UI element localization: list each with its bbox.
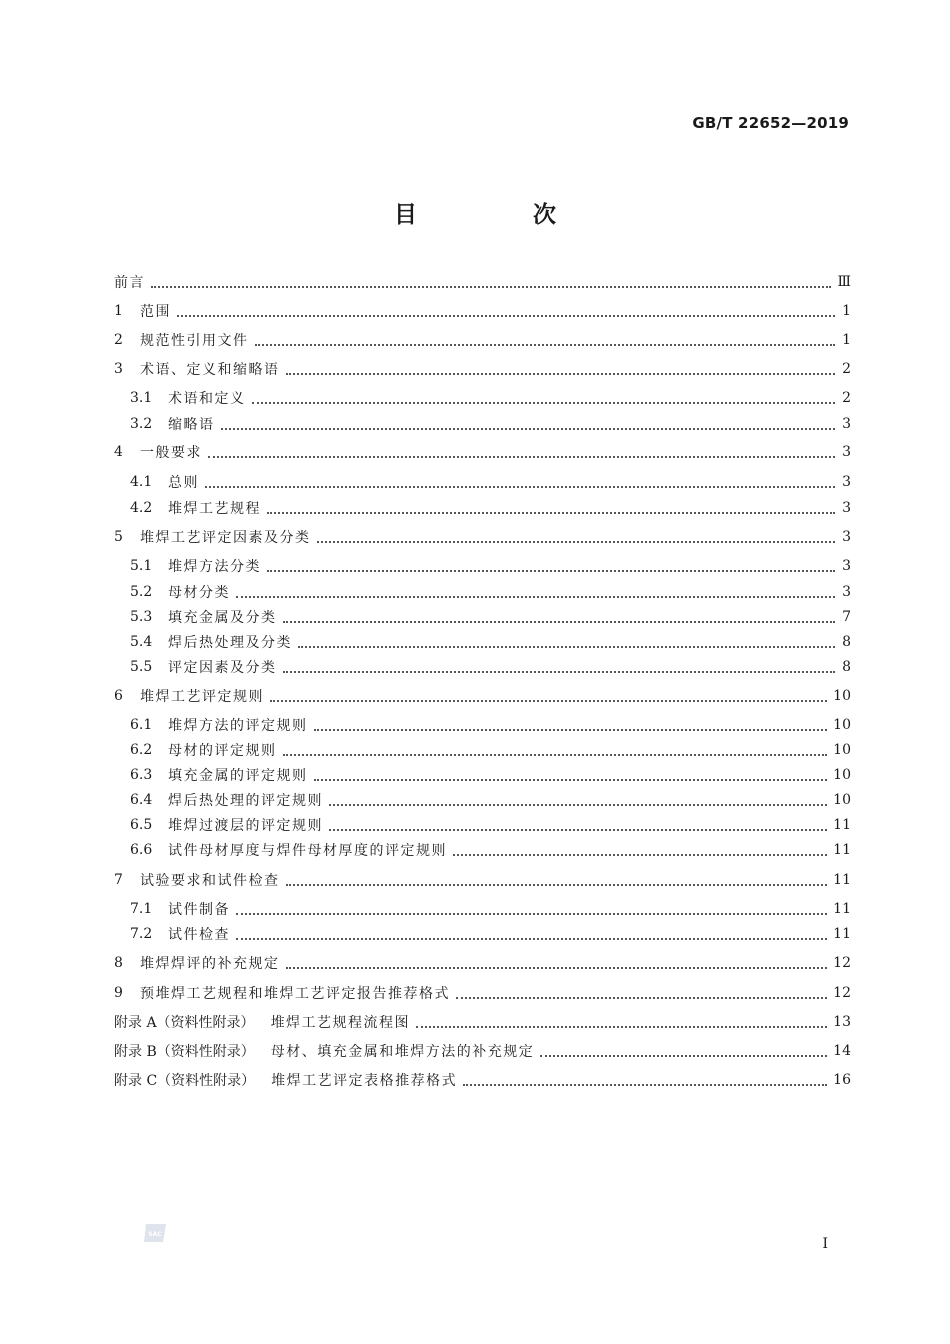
toc-leader-dots	[283, 753, 828, 756]
toc-entry-number: 5.5	[130, 659, 153, 675]
toc-entry[interactable]	[114, 684, 851, 708]
toc-entry-page: 3	[842, 529, 851, 545]
toc-entry-page: 3	[842, 416, 851, 432]
toc-leader-dots	[298, 645, 835, 648]
toc-entry[interactable]	[114, 1039, 851, 1063]
toc-leader-dots	[329, 828, 827, 831]
toc-entry-page: Ⅲ	[837, 274, 851, 290]
toc-entry-number: 附录 B（资料性附录）	[114, 1044, 255, 1060]
toc-entry-title: 术语和定义	[168, 391, 246, 407]
toc-entry-page: 11	[833, 926, 851, 942]
toc-leader-dots	[286, 883, 828, 886]
toc-entry[interactable]	[114, 1068, 851, 1092]
toc-leader-dots	[205, 485, 835, 488]
toc-leader-dots	[314, 728, 828, 731]
toc-entry-page: 11	[833, 901, 851, 917]
toc-leader-dots	[208, 455, 835, 458]
toc-entry-page: 12	[833, 985, 851, 1001]
toc-entry-number: 6	[114, 688, 123, 704]
toc-entry-page: 10	[833, 792, 851, 808]
toc-entry-title: 母材分类	[168, 585, 230, 601]
toc-entry[interactable]	[114, 738, 851, 762]
toc-entry-number: 3.1	[130, 390, 153, 406]
toc-entry-title: 焊后热处理及分类	[168, 635, 292, 651]
toc-entry[interactable]	[114, 788, 851, 812]
toc-leader-dots	[463, 1083, 827, 1086]
toc-leader-dots	[286, 372, 836, 375]
svg-text:SAC: SAC	[148, 1231, 162, 1238]
toc-entry-number: 7.1	[130, 901, 153, 917]
toc-entry-page: 13	[833, 1014, 851, 1030]
toc-entry-title: 试件制备	[168, 902, 230, 918]
toc-entry-number: 附录 A（资料性附录）	[114, 1015, 255, 1031]
toc-entry-page: 11	[833, 872, 851, 888]
toc-entry-title: 母材、填充金属和堆焊方法的补充规定	[270, 1044, 535, 1060]
toc-leader-dots	[540, 1054, 827, 1057]
toc-entry-page: 3	[842, 584, 851, 600]
toc-leader-dots	[456, 996, 827, 999]
toc-entry-number: 3.2	[130, 416, 153, 432]
toc-entry-number: 5.2	[130, 584, 153, 600]
toc-entry-title: 堆焊过渡层的评定规则	[168, 818, 323, 834]
toc-entry-title: 一般要求	[140, 445, 202, 461]
toc-leader-dots	[252, 401, 836, 404]
toc-entry-page: 2	[842, 361, 851, 377]
toc-leader-dots	[453, 853, 827, 856]
toc-entry-number: 6.2	[130, 742, 153, 758]
toc-entry-title: 前言	[114, 275, 145, 291]
toc-entry-title: 填充金属及分类	[168, 610, 277, 626]
toc-entry[interactable]	[114, 897, 851, 921]
toc-entry-title: 堆焊工艺评定表格推荐格式	[271, 1073, 458, 1089]
toc-entry[interactable]	[114, 554, 851, 578]
toc-entry[interactable]	[114, 630, 851, 654]
toc-entry-title: 焊后热处理的评定规则	[168, 793, 323, 809]
toc-entry-page: 14	[833, 1043, 851, 1059]
toc-entry[interactable]	[114, 270, 851, 294]
toc-entry-title: 母材的评定规则	[168, 743, 277, 759]
toc-entry-page: 10	[833, 767, 851, 783]
toc-leader-dots	[236, 937, 827, 940]
toc-entry-title: 堆焊方法的评定规则	[168, 718, 308, 734]
toc-entry[interactable]	[114, 655, 851, 679]
toc-entry-number: 1	[114, 303, 123, 319]
toc-entry-page: 2	[842, 390, 851, 406]
toc-leader-dots	[286, 966, 828, 969]
toc-entry-title: 试验要求和试件检查	[140, 873, 280, 889]
toc-leader-dots	[267, 511, 835, 514]
toc-entry-number: 4.2	[130, 500, 153, 516]
toc-entry[interactable]	[114, 763, 851, 787]
toc-entry[interactable]	[114, 357, 851, 381]
toc-entry-title: 堆焊工艺评定因素及分类	[140, 530, 311, 546]
sac-logo	[143, 1222, 169, 1244]
toc-entry-title: 堆焊工艺规程	[168, 501, 261, 517]
toc-entry-number: 5.4	[130, 634, 153, 650]
toc-entry-number: 5.1	[130, 558, 153, 574]
toc-entry-page: 3	[842, 500, 851, 516]
toc-entry[interactable]	[114, 328, 851, 352]
toc-entry-number: 附录 C（资料性附录）	[114, 1073, 256, 1089]
toc-entry-page: 3	[842, 474, 851, 490]
toc-entry-title: 术语、定义和缩略语	[140, 362, 280, 378]
toc-entry-title: 范围	[140, 304, 171, 320]
page-number: Ⅰ	[822, 1236, 828, 1252]
toc-entry-title: 试件母材厚度与焊件母材厚度的评定规则	[168, 843, 447, 859]
toc-entry-page: 1	[842, 332, 851, 348]
toc-entry[interactable]	[114, 580, 851, 604]
toc-entry[interactable]	[114, 496, 851, 520]
toc-leader-dots	[255, 343, 836, 346]
toc-entry[interactable]	[114, 922, 851, 946]
toc-entry-page: 3	[842, 444, 851, 460]
toc-entry-number: 4.1	[130, 474, 153, 490]
toc-entry[interactable]	[114, 386, 851, 410]
toc-entry-page: 11	[833, 817, 851, 833]
toc-entry-number: 6.6	[130, 842, 153, 858]
toc-entry-number: 2	[114, 332, 123, 348]
toc-entry-title: 堆焊焊评的补充规定	[140, 956, 280, 972]
toc-entry-title: 缩略语	[168, 417, 215, 433]
toc-leader-dots	[283, 620, 836, 623]
toc-leader-dots	[317, 540, 836, 543]
toc-entry[interactable]	[114, 525, 851, 549]
toc-entry-number: 6.5	[130, 817, 153, 833]
toc-entry-title: 规范性引用文件	[140, 333, 249, 349]
toc-entry[interactable]	[114, 440, 851, 464]
toc-entry[interactable]	[114, 868, 851, 892]
doc-code: GB/T 22652—2019	[692, 114, 849, 132]
page-title: 目 次	[393, 202, 610, 228]
toc-leader-dots	[236, 595, 835, 598]
toc-entry-page: 11	[833, 842, 851, 858]
toc-entry[interactable]	[114, 470, 851, 494]
toc-entry[interactable]	[114, 713, 851, 737]
toc-entry-number: 6.4	[130, 792, 153, 808]
toc-entry-title: 堆焊工艺规程流程图	[270, 1015, 411, 1031]
toc-leader-dots	[270, 699, 827, 702]
toc-entry-page: 16	[833, 1072, 851, 1088]
toc-entry[interactable]	[114, 605, 851, 629]
toc-entry-title: 评定因素及分类	[168, 660, 277, 676]
toc-entry-page: 10	[833, 717, 851, 733]
toc-entry[interactable]	[114, 412, 851, 436]
toc-entry-page: 1	[842, 303, 851, 319]
toc-entry-number: 8	[114, 955, 123, 971]
toc-entry-number: 5.3	[130, 609, 153, 625]
toc-leader-dots	[267, 569, 835, 572]
toc-entry-page: 10	[833, 688, 851, 704]
toc-entry[interactable]	[114, 299, 851, 323]
toc-entry-number: 3	[114, 361, 123, 377]
toc-leader-dots	[283, 670, 836, 673]
toc-entry[interactable]	[114, 951, 851, 975]
toc-entry-number: 6.1	[130, 717, 153, 733]
toc-leader-dots	[314, 778, 828, 781]
toc-entry-title: 总则	[168, 475, 199, 491]
toc-entry-title: 填充金属的评定规则	[168, 768, 308, 784]
toc-leader-dots	[221, 427, 836, 430]
toc-leader-dots	[416, 1025, 827, 1028]
toc-entry-page: 7	[842, 609, 851, 625]
toc-leader-dots	[151, 285, 831, 288]
toc-entry-title: 试件检查	[168, 927, 230, 943]
toc-entry[interactable]	[114, 813, 851, 837]
toc-entry-page: 8	[842, 659, 851, 675]
toc-entry[interactable]	[114, 1010, 851, 1034]
toc-entry-number: 6.3	[130, 767, 153, 783]
toc-entry-page: 3	[842, 558, 851, 574]
toc-leader-dots	[329, 803, 827, 806]
toc-leader-dots	[236, 912, 827, 915]
toc-entry-page: 12	[833, 955, 851, 971]
toc-entry-page: 10	[833, 742, 851, 758]
toc-entry-title: 堆焊方法分类	[168, 559, 261, 575]
toc-entry-number: 4	[114, 444, 123, 460]
toc-entry-page: 8	[842, 634, 851, 650]
toc-entry-title: 堆焊工艺评定规则	[140, 689, 264, 705]
toc-entry-number: 5	[114, 529, 123, 545]
toc-entry[interactable]	[114, 838, 851, 862]
toc-entry-number: 7.2	[130, 926, 153, 942]
toc-entry-number: 7	[114, 872, 123, 888]
toc-entry-title: 预堆焊工艺规程和堆焊工艺评定报告推荐格式	[140, 986, 450, 1002]
toc-leader-dots	[177, 314, 835, 317]
toc-entry[interactable]	[114, 981, 851, 1005]
toc-entry-number: 9	[114, 985, 123, 1001]
